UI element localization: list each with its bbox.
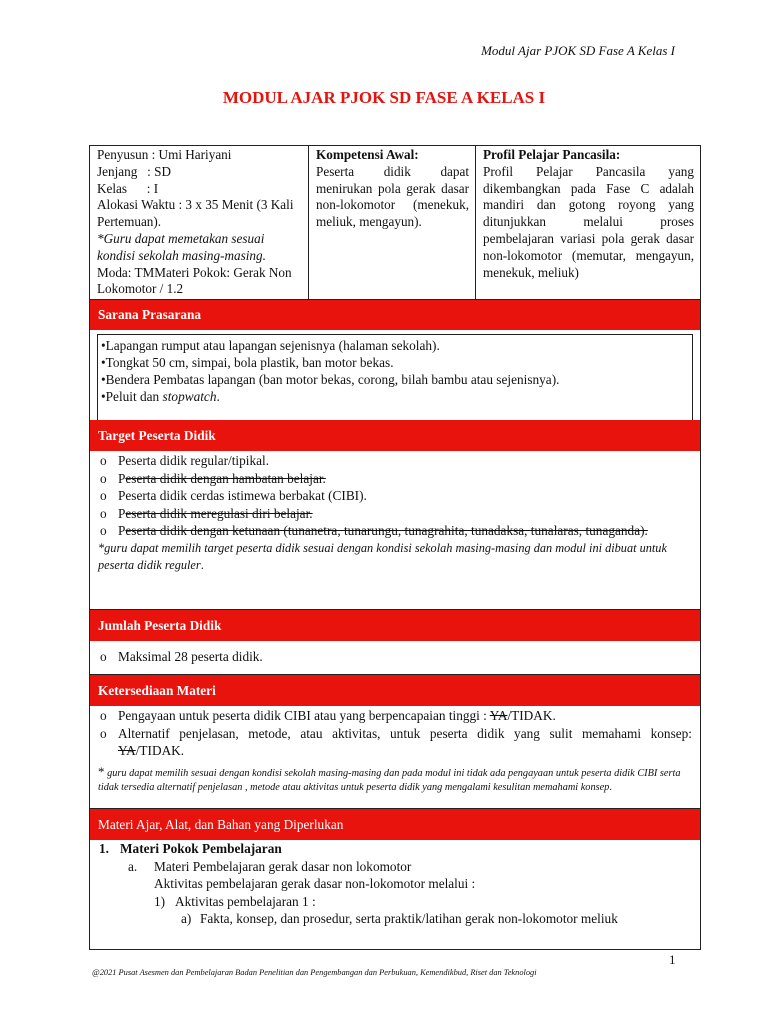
running-header: Modul Ajar PJOK SD Fase A Kelas I: [481, 43, 675, 58]
initial-competence-heading: Kompetensi Awal:: [316, 147, 419, 162]
list-item: •Tongkat 50 cm, simpai, bola plastik, ban motor bekas.: [101, 355, 394, 370]
author-line: Penyusun : Umi Hariyani: [97, 147, 232, 162]
list-item: Aktivitas pembelajaran gerak dasar non-lokomotor melalui :: [154, 876, 476, 891]
page-number: 1: [669, 952, 676, 967]
list-item: o Peserta didik dengan hambatan belajar.: [100, 470, 326, 486]
list-item: o Peserta didik meregulasi diri belajar.: [100, 505, 313, 521]
section-bar-target: Target Peserta Didik: [90, 420, 700, 451]
list-item: •Lapangan rumput atau lapangan sejenisnya (halaman sekolah).: [101, 338, 440, 353]
level-line: Jenjang : SD: [97, 163, 171, 179]
list-item: o Maksimal 28 peserta didik.: [100, 649, 263, 664]
section-bar-ketersediaan: Ketersediaan Materi: [90, 675, 700, 706]
list-item: 1) Aktivitas pembelajaran 1 :: [154, 893, 316, 909]
mapping-note: *Guru dapat memetakan sesuai kondisi sekolah masing-masing.: [97, 230, 266, 263]
pancasila-profile-text: Profil Pelajar Pancasila yang dikembangkan pada Fase C adalah mandiri dan gotong royong yang ditunjukkan melalui proses pembelajaran variasi pola gerak dasar non-lokomotor (memutar, mengayun, menekuk, meliuk): [483, 163, 694, 280]
footer-copyright: @2021 Pusat Asesmen dan Pembelajaran Badan Penelitian dan Pengembangan dan Perbukuan, Kemendikbud, Riset dan Teknologi: [92, 968, 537, 977]
pancasila-profile-heading: Profil Pelajar Pancasila:: [483, 147, 621, 162]
section-bar-sarana: Sarana Prasarana: [90, 300, 700, 330]
list-item: •Bendera Pembatas lapangan (ban motor bekas, corong, bilah bambu atau sejenisnya).: [101, 372, 560, 387]
list-item: o Peserta didik dengan ketunaan (tunanetra, tunarungu, tunagrahita, tunadaksa, tunalaras, tunaganda).: [100, 523, 648, 539]
list-item: a) Fakta, konsep, dan prosedur, serta praktik/latihan gerak non-lokomotor meliuk: [181, 911, 618, 926]
time-allocation-line: Alokasi Waktu : 3 x 35 Menit (3 Kali Pertemuan).: [97, 197, 294, 230]
target-section: [90, 452, 700, 610]
page-title: MODUL AJAR PJOK SD FASE A KELAS I: [222, 88, 546, 107]
list-item: •Peluit dan stopwatch.: [101, 389, 220, 404]
section-bar-jumlah: Jumlah Peserta Didik: [90, 610, 700, 641]
pancasila-profile-cell: [476, 146, 700, 299]
info-identity-cell: [90, 146, 309, 299]
list-item: o Peserta didik regular/tipikal.: [100, 453, 270, 468]
list-item: o Pengayaan untuk peserta didik CIBI atau yang berpencapaian tinggi : YA/TIDAK.: [100, 708, 556, 723]
ketersediaan-note: * guru dapat memilih sesuai dengan kondisi sekolah masing-masing dan pada modul ini tidak ada pengayaan untuk peserta didik CIBI serta tidak tersedia alternatif penjelasan , metode atau aktivitas untuk peserta didik yang mengalami kesulitan memahami konsep.: [98, 763, 681, 793]
ketersediaan-section: [90, 707, 700, 809]
sarana-list: [97, 334, 693, 431]
initial-competence-text: Peserta didik dapat menirukan pola gerak dasar non-lokomotor (menekuk, meliuk, mengayun).: [316, 163, 469, 230]
info-row: [90, 146, 700, 300]
class-line: Kelas : I: [97, 180, 159, 196]
list-item: 1. Materi Pokok Pembelajaran: [99, 841, 282, 856]
list-item: a. Materi Pembelajaran gerak dasar non lokomotor: [128, 858, 412, 874]
materi-section: [90, 840, 700, 928]
jumlah-section: [90, 641, 700, 675]
mode-topic-line: Moda: TMMateri Pokok: Gerak Non Lokomotor / 1.2: [97, 264, 292, 297]
list-item: o Peserta didik cerdas istimewa berbakat (CIBI).: [100, 488, 367, 504]
list-item: o Alternatif penjelasan, metode, atau aktivitas, untuk peserta didik yang sulit memahami konsep: YA/TIDAK.: [100, 725, 692, 759]
section-bar-materi: Materi Ajar, Alat, dan Bahan yang Diperlukan: [90, 809, 700, 840]
target-note: *guru dapat memilih target peserta didik sesuai dengan kondisi sekolah masing-masing dan modul ini dibuat untuk peserta didik reguler.: [98, 540, 667, 573]
initial-competence-cell: [309, 146, 476, 299]
module-table: [89, 145, 701, 950]
